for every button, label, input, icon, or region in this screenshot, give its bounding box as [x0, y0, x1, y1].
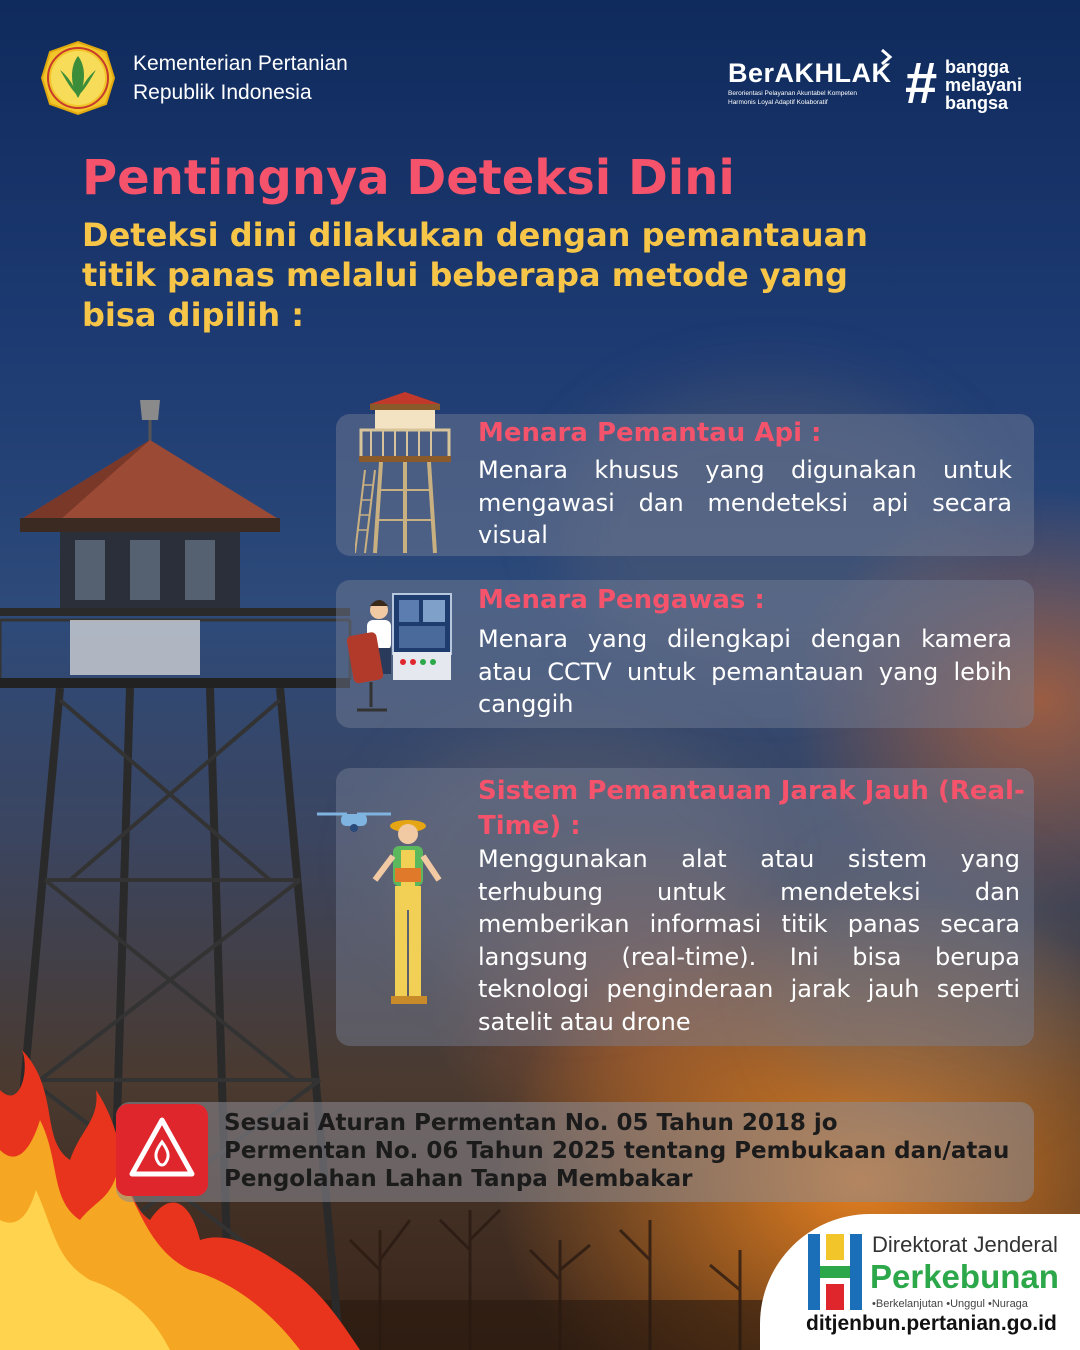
cctv-operator-icon	[343, 592, 453, 717]
subtitle-line-2: titik panas melalui beberapa metode yang	[82, 256, 848, 294]
ditjenbun-logo-icon	[806, 1232, 866, 1312]
website-link[interactable]: ditjenbun.pertanian.go.id	[806, 1312, 1057, 1335]
method-2-title: Menara Pengawas :	[478, 585, 765, 615]
method-2-text: Menara yang dilengkapi dengan kamera atau CCTV untuk pemantauan yang lebih canggih	[478, 625, 1012, 718]
ditjenbun-slogan: •Berkelanjutan •Unggul •Nuraga	[872, 1298, 1028, 1310]
berakhlak-logo	[728, 58, 898, 107]
bangga-melayani-bangsa-logo	[905, 51, 1045, 116]
hashtag-word-2: melayani	[945, 75, 1023, 95]
hashtag-word-1: bangga	[945, 57, 1010, 77]
kementan-logo-icon	[40, 40, 116, 116]
slogan-2: Unggul	[950, 1298, 985, 1310]
chevron-right-icon	[876, 46, 898, 68]
subtitle-line-1: Deteksi dini dilakukan dengan pemantauan	[82, 216, 868, 254]
fire-warning-icon	[116, 1104, 208, 1196]
perkebunan-label: Perkebunan	[870, 1258, 1059, 1295]
hashtag-symbol: #	[905, 51, 938, 116]
ministry-name-line2: Republik Indonesia	[133, 81, 312, 104]
method-3-title-line1: Sistem Pemantauan Jarak Jauh (Real-	[478, 776, 1025, 806]
slogan-1: Berkelanjutan	[875, 1298, 944, 1310]
drone-operator-icon	[313, 800, 453, 1015]
method-3-text: Menggunakan alat atau sistem yang terhubung untuk mendeteksi dan memberikan informasi titik panas secara langsung (real-time). Ini bisa berupa teknologi penginderaan jarak jauh seperti satelit atau drone	[478, 845, 1020, 1036]
method-1-text: Menara khusus yang digunakan untuk mengawasi dan mendeteksi api secara visual	[478, 456, 1012, 549]
regulation-line-3: Pengolahan Lahan Tanpa Membakar	[224, 1166, 693, 1192]
berakhlak-word: BerAKHLAK	[728, 58, 892, 88]
berakhlak-tagline-2: Harmonis Loyal Adaptif Kolaboratif	[728, 99, 828, 106]
regulation-line-1: Sesuai Aturan Permentan No. 05 Tahun 2018 jo	[224, 1110, 838, 1136]
hashtag-word-3: bangsa	[945, 93, 1009, 113]
berakhlak-tagline-1: Berorientasi Pelayanan Akuntabel Kompeten	[728, 90, 858, 97]
regulation-line-2: Permentan No. 06 Tahun 2025 tentang Pembukaan dan/atau	[224, 1138, 1010, 1164]
method-3-title-line2: Time) :	[478, 811, 581, 841]
watchtower-icon	[355, 390, 455, 555]
method-1-title: Menara Pemantau Api :	[478, 418, 822, 448]
ditjen-label: Direktorat Jenderal	[872, 1232, 1058, 1257]
page-title: Pentingnya Deteksi Dini	[82, 150, 735, 206]
slogan-3: Nuraga	[991, 1298, 1028, 1310]
ministry-name-line1: Kementerian Pertanian	[133, 52, 348, 75]
subtitle-line-3: bisa dipilih :	[82, 296, 305, 334]
